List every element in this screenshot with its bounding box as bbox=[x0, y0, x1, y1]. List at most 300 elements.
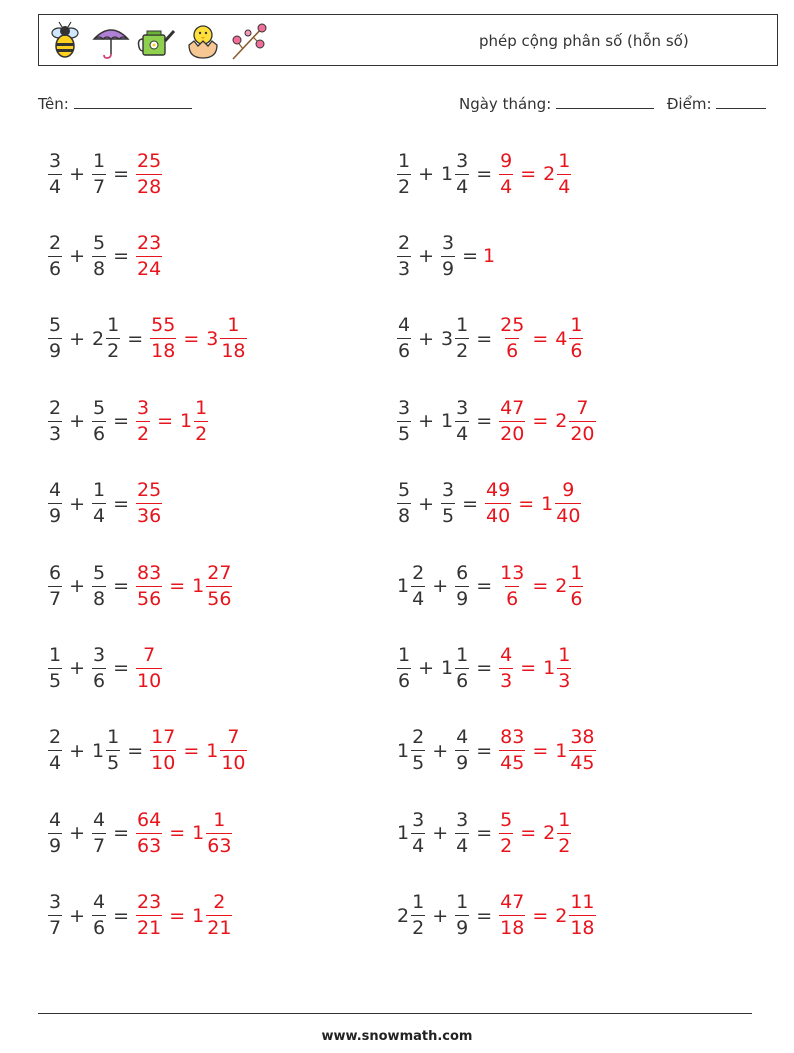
numerator: 47 bbox=[500, 891, 525, 914]
equals-sign: = bbox=[113, 575, 130, 597]
addend-fraction bbox=[411, 561, 425, 610]
equals-sign: = bbox=[476, 410, 493, 433]
answer-fraction bbox=[499, 316, 525, 361]
answer-fraction bbox=[499, 728, 525, 773]
numerator: 7 bbox=[576, 396, 589, 419]
denominator: 9 bbox=[442, 257, 455, 280]
numerator: 49 bbox=[486, 479, 511, 502]
equals-sign: = bbox=[113, 657, 130, 680]
numerator: 23 bbox=[137, 231, 162, 254]
addend-fraction bbox=[48, 396, 62, 445]
addend-fraction bbox=[106, 728, 120, 773]
denominator: 63 bbox=[137, 834, 162, 857]
problem-item bbox=[395, 803, 573, 863]
equals-sign: = bbox=[532, 327, 549, 350]
addend-fraction bbox=[48, 231, 62, 280]
numerator: 3 bbox=[398, 396, 411, 419]
numerator: 6 bbox=[49, 561, 62, 584]
denominator: 6 bbox=[93, 669, 106, 692]
problem-item bbox=[395, 721, 598, 781]
denominator: 6 bbox=[398, 340, 411, 363]
denominator: 21 bbox=[137, 917, 162, 940]
addend-fraction bbox=[455, 893, 469, 938]
addend-fraction bbox=[441, 481, 455, 526]
equals-sign: = bbox=[113, 163, 130, 185]
equals-sign: = bbox=[476, 822, 493, 845]
numerator: 2 bbox=[398, 231, 411, 254]
name-field bbox=[38, 94, 192, 113]
denominator: 9 bbox=[49, 505, 62, 528]
equals-sign: = bbox=[520, 822, 537, 845]
denominator: 4 bbox=[412, 587, 425, 610]
denominator: 2 bbox=[398, 175, 411, 198]
plus-sign: + bbox=[69, 245, 86, 268]
numerator: 1 bbox=[398, 149, 411, 172]
numerator: 1 bbox=[570, 314, 583, 337]
denominator: 18 bbox=[221, 340, 246, 363]
denominator: 40 bbox=[486, 505, 511, 528]
addend-fraction bbox=[92, 643, 106, 692]
denominator: 6 bbox=[570, 340, 583, 363]
plus-sign: + bbox=[69, 575, 86, 597]
answer-fraction bbox=[499, 396, 525, 445]
numerator: 3 bbox=[137, 396, 150, 419]
denominator: 24 bbox=[137, 257, 162, 280]
answer-mixed-fraction bbox=[557, 643, 571, 692]
numerator: 9 bbox=[500, 149, 513, 172]
numerator: 83 bbox=[137, 561, 162, 584]
denominator: 3 bbox=[500, 669, 513, 692]
denominator: 18 bbox=[570, 917, 595, 940]
problem-item bbox=[46, 638, 164, 698]
numerator: 3 bbox=[93, 643, 106, 666]
numerator: 5 bbox=[93, 561, 106, 584]
addend-fraction bbox=[455, 808, 469, 857]
icon-strip bbox=[45, 21, 269, 61]
plus-sign: + bbox=[418, 657, 435, 680]
denominator: 4 bbox=[49, 175, 62, 198]
denominator: 18 bbox=[151, 340, 176, 363]
answer-whole: 1 bbox=[192, 575, 205, 597]
answer-fraction bbox=[499, 893, 525, 938]
denominator: 6 bbox=[570, 587, 583, 610]
answer-fraction bbox=[150, 728, 176, 773]
answer-fraction bbox=[499, 808, 513, 857]
problem-item bbox=[395, 226, 495, 286]
numerator: 25 bbox=[500, 314, 525, 337]
denominator: 2 bbox=[195, 422, 208, 445]
answer-whole: 1 bbox=[543, 657, 556, 680]
answer-mixed-fraction bbox=[569, 316, 583, 361]
answer-fraction bbox=[136, 231, 162, 280]
numerator: 25 bbox=[137, 149, 162, 172]
denominator: 18 bbox=[500, 917, 525, 940]
denominator: 7 bbox=[93, 175, 106, 198]
equals-sign: = bbox=[157, 410, 174, 433]
addend-fraction bbox=[92, 808, 106, 857]
numerator: 2 bbox=[49, 396, 62, 419]
denominator: 6 bbox=[93, 422, 106, 445]
numerator: 25 bbox=[137, 479, 162, 502]
answer-fraction bbox=[136, 481, 162, 526]
numerator: 4 bbox=[49, 479, 62, 502]
denominator: 6 bbox=[49, 257, 62, 280]
problem-item bbox=[395, 391, 598, 451]
numerator: 1 bbox=[558, 808, 571, 831]
plus-sign: + bbox=[418, 245, 435, 268]
score-label: Điểm: bbox=[666, 95, 712, 113]
answer-fraction bbox=[499, 561, 525, 610]
denominator: 28 bbox=[137, 175, 162, 198]
answer-mixed-fraction bbox=[194, 396, 208, 445]
answer-mixed-fraction bbox=[220, 316, 246, 361]
answer-whole: 1 bbox=[541, 492, 554, 515]
equals-sign: = bbox=[127, 739, 144, 762]
equals-sign: = bbox=[113, 245, 130, 268]
numerator: 1 bbox=[558, 149, 571, 172]
whole-number: 1 bbox=[441, 163, 454, 185]
numerator: 55 bbox=[151, 314, 176, 337]
numerator: 23 bbox=[137, 891, 162, 914]
numerator: 9 bbox=[562, 479, 575, 502]
answer-whole: 4 bbox=[555, 327, 568, 350]
equals-sign: = bbox=[476, 327, 493, 350]
problem-item bbox=[395, 886, 598, 946]
equals-sign: = bbox=[169, 904, 186, 927]
numerator: 3 bbox=[412, 808, 425, 831]
problem-item bbox=[46, 309, 249, 369]
numerator: 4 bbox=[500, 643, 513, 666]
addend-fraction bbox=[455, 396, 469, 445]
denominator: 10 bbox=[221, 752, 246, 775]
answer-mixed-fraction bbox=[555, 481, 581, 526]
addend-fraction bbox=[441, 231, 455, 280]
footer-url: www.snowmath.com bbox=[321, 1029, 473, 1044]
denominator: 4 bbox=[500, 175, 513, 198]
addend-fraction bbox=[411, 808, 425, 857]
addend-fraction bbox=[92, 149, 106, 198]
answer-fraction bbox=[136, 893, 162, 938]
numerator: 2 bbox=[49, 726, 62, 749]
equals-sign: = bbox=[532, 575, 549, 597]
chick-icon bbox=[183, 21, 223, 61]
denominator: 3 bbox=[558, 669, 571, 692]
equals-sign: = bbox=[169, 822, 186, 845]
answer-fraction bbox=[136, 808, 162, 857]
numerator: 4 bbox=[93, 808, 106, 831]
equals-sign: = bbox=[476, 657, 493, 680]
whole-number: 1 bbox=[92, 739, 105, 762]
denominator: 2 bbox=[500, 834, 513, 857]
denominator: 4 bbox=[49, 752, 62, 775]
equals-sign: = bbox=[532, 410, 549, 433]
equals-sign: = bbox=[183, 739, 200, 762]
numerator: 3 bbox=[442, 479, 455, 502]
denominator: 6 bbox=[93, 917, 106, 940]
answer-fraction bbox=[136, 561, 162, 610]
addend-fraction bbox=[411, 893, 425, 938]
whole-number: 1 bbox=[441, 657, 454, 680]
numerator: 1 bbox=[93, 479, 106, 502]
plus-sign: + bbox=[69, 904, 86, 927]
header-box bbox=[38, 14, 778, 66]
denominator: 40 bbox=[556, 505, 581, 528]
plus-sign: + bbox=[69, 327, 86, 350]
numerator: 1 bbox=[456, 891, 469, 914]
equals-sign: = bbox=[127, 327, 144, 350]
problem-item bbox=[46, 144, 164, 204]
denominator: 6 bbox=[456, 669, 469, 692]
numerator: 27 bbox=[207, 561, 232, 584]
numerator: 5 bbox=[398, 479, 411, 502]
answer-fraction bbox=[136, 643, 162, 692]
numerator: 5 bbox=[93, 396, 106, 419]
plus-sign: + bbox=[69, 410, 86, 433]
addend-fraction bbox=[92, 231, 106, 280]
denominator: 5 bbox=[412, 752, 425, 775]
denominator: 2 bbox=[456, 340, 469, 363]
plus-sign: + bbox=[69, 739, 86, 762]
whole-number: 1 bbox=[397, 739, 410, 762]
denominator: 2 bbox=[137, 422, 150, 445]
numerator: 3 bbox=[49, 149, 62, 172]
addend-fraction bbox=[48, 316, 62, 361]
addend-fraction bbox=[92, 893, 106, 938]
date-blank[interactable] bbox=[556, 94, 654, 109]
answer-whole: 1 bbox=[192, 904, 205, 927]
umbrella-icon bbox=[91, 21, 131, 61]
numerator: 4 bbox=[93, 891, 106, 914]
whole-number: 3 bbox=[441, 327, 454, 350]
denominator: 45 bbox=[500, 752, 525, 775]
denominator: 5 bbox=[107, 752, 120, 775]
numerator: 1 bbox=[558, 643, 571, 666]
equals-sign: = bbox=[532, 904, 549, 927]
answer-mixed-fraction bbox=[220, 728, 246, 773]
answer-whole: 1 bbox=[483, 245, 496, 268]
numerator: 11 bbox=[570, 891, 595, 914]
whole-number: 2 bbox=[92, 327, 105, 350]
answer-mixed-fraction bbox=[569, 728, 595, 773]
worksheet-title: phép cộng phân số (hỗn số) bbox=[479, 32, 689, 50]
addend-fraction bbox=[48, 149, 62, 198]
answer-whole: 2 bbox=[555, 904, 568, 927]
flowers-icon bbox=[229, 21, 269, 61]
whole-number: 1 bbox=[397, 575, 410, 597]
plus-sign: + bbox=[418, 410, 435, 433]
denominator: 6 bbox=[398, 669, 411, 692]
addend-fraction bbox=[455, 316, 469, 361]
equals-sign: = bbox=[113, 492, 130, 515]
equals-sign: = bbox=[169, 575, 186, 597]
denominator: 4 bbox=[558, 175, 571, 198]
numerator: 1 bbox=[456, 314, 469, 337]
equals-sign: = bbox=[532, 739, 549, 762]
numerator: 13 bbox=[500, 561, 525, 584]
answer-fraction bbox=[485, 481, 511, 526]
denominator: 8 bbox=[93, 257, 106, 280]
answer-mixed-fraction bbox=[569, 561, 583, 610]
problem-item bbox=[46, 556, 234, 616]
equals-sign: = bbox=[113, 410, 130, 433]
plus-sign: + bbox=[418, 163, 435, 185]
equals-sign: = bbox=[518, 492, 535, 515]
numerator: 1 bbox=[398, 643, 411, 666]
answer-whole: 1 bbox=[555, 739, 568, 762]
bee-icon bbox=[45, 21, 85, 61]
answer-whole: 1 bbox=[180, 410, 193, 433]
denominator: 2 bbox=[558, 834, 571, 857]
denominator: 4 bbox=[456, 422, 469, 445]
denominator: 36 bbox=[137, 505, 162, 528]
denominator: 4 bbox=[456, 175, 469, 198]
addend-fraction bbox=[48, 808, 62, 857]
answer-mixed-fraction bbox=[557, 808, 571, 857]
plus-sign: + bbox=[432, 739, 449, 762]
addend-fraction bbox=[92, 481, 106, 526]
denominator: 20 bbox=[570, 422, 595, 445]
plus-sign: + bbox=[432, 904, 449, 927]
numerator: 1 bbox=[213, 808, 226, 831]
denominator: 56 bbox=[137, 587, 162, 610]
plus-sign: + bbox=[69, 822, 86, 845]
problem-item bbox=[46, 474, 164, 534]
answer-whole: 3 bbox=[206, 327, 219, 350]
denominator: 9 bbox=[49, 834, 62, 857]
answer-mixed-fraction bbox=[206, 808, 232, 857]
numerator: 2 bbox=[49, 231, 62, 254]
plus-sign: + bbox=[432, 575, 449, 597]
answer-mixed-fraction bbox=[557, 149, 571, 198]
answer-mixed-fraction bbox=[206, 561, 232, 610]
plus-sign: + bbox=[69, 492, 86, 515]
denominator: 5 bbox=[398, 422, 411, 445]
plus-sign: + bbox=[432, 822, 449, 845]
denominator: 2 bbox=[107, 340, 120, 363]
problem-item bbox=[46, 721, 249, 781]
numerator: 3 bbox=[456, 808, 469, 831]
answer-whole: 2 bbox=[555, 410, 568, 433]
numerator: 4 bbox=[49, 808, 62, 831]
answer-whole: 2 bbox=[543, 163, 556, 185]
numerator: 1 bbox=[456, 643, 469, 666]
numerator: 5 bbox=[49, 314, 62, 337]
addend-fraction bbox=[397, 149, 411, 198]
equals-sign: = bbox=[520, 657, 537, 680]
denominator: 4 bbox=[456, 834, 469, 857]
numerator: 1 bbox=[107, 314, 120, 337]
date-score-field bbox=[459, 94, 766, 113]
denominator: 5 bbox=[442, 505, 455, 528]
answer-fraction bbox=[499, 643, 513, 692]
answer-whole: 1 bbox=[206, 739, 219, 762]
numerator: 1 bbox=[570, 561, 583, 584]
numerator: 6 bbox=[456, 561, 469, 584]
denominator: 4 bbox=[412, 834, 425, 857]
plus-sign: + bbox=[69, 657, 86, 680]
whole-number: 1 bbox=[441, 410, 454, 433]
numerator: 3 bbox=[456, 396, 469, 419]
numerator: 1 bbox=[107, 726, 120, 749]
problem-item bbox=[395, 474, 583, 534]
numerator: 4 bbox=[398, 314, 411, 337]
denominator: 56 bbox=[207, 587, 232, 610]
equals-sign: = bbox=[462, 492, 479, 515]
equals-sign: = bbox=[183, 327, 200, 350]
problem-item bbox=[46, 803, 234, 863]
addend-fraction bbox=[48, 643, 62, 692]
denominator: 8 bbox=[93, 587, 106, 610]
numerator: 5 bbox=[93, 231, 106, 254]
denominator: 4 bbox=[93, 505, 106, 528]
score-blank[interactable] bbox=[716, 94, 766, 109]
addend-fraction bbox=[48, 481, 62, 526]
denominator: 10 bbox=[137, 669, 162, 692]
addend-fraction bbox=[455, 728, 469, 773]
equals-sign: = bbox=[476, 904, 493, 927]
numerator: 64 bbox=[137, 808, 162, 831]
equals-sign: = bbox=[113, 822, 130, 845]
date-label: Ngày tháng: bbox=[459, 95, 552, 113]
denominator: 63 bbox=[207, 834, 232, 857]
numerator: 38 bbox=[570, 726, 595, 749]
addend-fraction bbox=[411, 728, 425, 773]
answer-whole: 2 bbox=[555, 575, 568, 597]
denominator: 3 bbox=[398, 257, 411, 280]
answer-whole: 2 bbox=[543, 822, 556, 845]
denominator: 5 bbox=[49, 669, 62, 692]
plus-sign: + bbox=[69, 163, 86, 185]
denominator: 2 bbox=[412, 917, 425, 940]
addend-fraction bbox=[48, 728, 62, 773]
denominator: 7 bbox=[49, 587, 62, 610]
name-blank[interactable] bbox=[74, 94, 192, 109]
answer-whole: 1 bbox=[192, 822, 205, 845]
numerator: 1 bbox=[412, 891, 425, 914]
numerator: 5 bbox=[500, 808, 513, 831]
equals-sign: = bbox=[113, 904, 130, 927]
numerator: 1 bbox=[93, 149, 106, 172]
answer-fraction bbox=[150, 316, 176, 361]
answer-mixed-fraction bbox=[569, 893, 595, 938]
equals-sign: = bbox=[462, 245, 479, 268]
problem-item bbox=[395, 556, 585, 616]
denominator: 7 bbox=[49, 917, 62, 940]
problem-item bbox=[395, 144, 573, 204]
equals-sign: = bbox=[476, 163, 493, 185]
denominator: 9 bbox=[456, 917, 469, 940]
equals-sign: = bbox=[520, 163, 537, 185]
whole-number: 1 bbox=[397, 822, 410, 845]
equals-sign: = bbox=[476, 575, 493, 597]
denominator: 9 bbox=[456, 752, 469, 775]
answer-fraction bbox=[136, 396, 150, 445]
equals-sign: = bbox=[476, 739, 493, 762]
addend-fraction bbox=[106, 316, 120, 361]
addend-fraction bbox=[397, 231, 411, 280]
problem-item bbox=[46, 391, 210, 451]
denominator: 8 bbox=[398, 505, 411, 528]
numerator: 1 bbox=[195, 396, 208, 419]
problem-item bbox=[46, 226, 164, 286]
addend-fraction bbox=[455, 149, 469, 198]
numerator: 1 bbox=[49, 643, 62, 666]
addend-fraction bbox=[397, 316, 411, 361]
watering-can-icon bbox=[137, 21, 177, 61]
denominator: 6 bbox=[506, 587, 519, 610]
numerator: 4 bbox=[456, 726, 469, 749]
numerator: 7 bbox=[143, 643, 156, 666]
